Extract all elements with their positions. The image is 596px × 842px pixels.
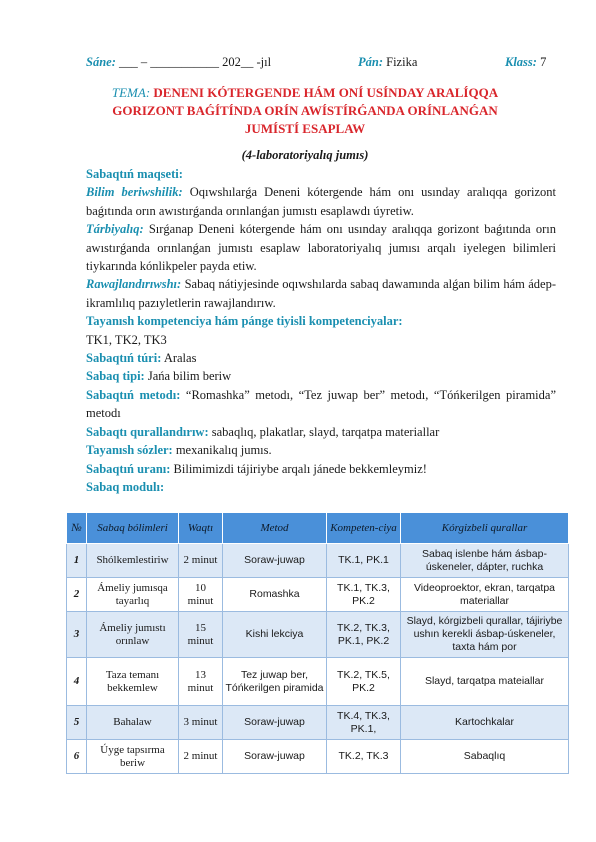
table-row bbox=[67, 706, 569, 740]
method-label: Sabaqtıń metodı: bbox=[86, 387, 181, 402]
class-label: Klass: bbox=[505, 55, 537, 69]
row-section: Shólkemlestiriw bbox=[87, 544, 179, 578]
row-materials: Slayd, kórgizbeli qurallar, tájiriybe ushın kerekli ásbap-úskeneler, taxta hám por bbox=[401, 612, 569, 658]
lesson-kind-label: Sabaq tipi: bbox=[86, 369, 145, 384]
date-value: ___ – ___________ 202__ -jıl bbox=[119, 55, 272, 69]
row-competency: TK.2, TK.3 bbox=[327, 740, 401, 774]
keywords-label: Tayanısh sózler: bbox=[86, 443, 173, 458]
subject-value: Fizika bbox=[386, 55, 418, 69]
table-header-row bbox=[67, 513, 569, 544]
row-time: 10 minut bbox=[179, 578, 223, 612]
edu-text: Oqıwshılarǵa Deneni kótergende hám onı usınday aralıqqa gorizont baǵıtında orın awıstırǵanda orınlanǵan jumıstı esaplawdı úyretiw. bbox=[86, 185, 556, 218]
row-section: Taza temanı bekkemlew bbox=[87, 658, 179, 706]
row-competency: TK.4, TK.3, PK.1, bbox=[327, 706, 401, 740]
row-method: Tez juwap ber, Tóńkerilgen piramida bbox=[223, 658, 327, 706]
lesson-subtitle: (4-laboratoriyalıq jumıs) bbox=[241, 148, 369, 162]
row-number: 1 bbox=[67, 544, 87, 578]
col-header-method: Metod bbox=[223, 513, 327, 544]
table-row bbox=[67, 578, 569, 612]
equipment-value: sabaqlıq, plakatlar, slayd, tarqatpa materiallar bbox=[211, 424, 440, 439]
upbringing-label: Tárbiyalıq: bbox=[86, 222, 144, 237]
table-row bbox=[67, 740, 569, 774]
competency-heading: Tayanısh kompetenciya hám pánge tiyisli kompetenciyalar: bbox=[86, 314, 403, 329]
table-row bbox=[67, 544, 569, 578]
row-method: Romashka bbox=[223, 578, 327, 612]
method-value: “Romashka” metodı, “Tez juwap ber” metodı, “Tóńkerilgen piramida” metodı bbox=[86, 387, 556, 421]
subject-label: Pán: bbox=[358, 55, 383, 69]
subject-field bbox=[358, 55, 417, 70]
table-row bbox=[67, 612, 569, 658]
row-time: 15 minut bbox=[179, 612, 223, 658]
date-label: Sáne: bbox=[86, 55, 116, 69]
row-competency: TK.1, TK.3, PK.2 bbox=[327, 578, 401, 612]
upbringing-text: Sırǵanap Deneni kótergende hám onı usınday aralıqqa gorizont baǵıtında orın awıstırǵanda orınlanǵan jumıstı esaplaw laboratoriyalıq jumısı arqalı iyelegen bilimleri tiykarında kónlikpeler payda etiw. bbox=[86, 222, 557, 274]
row-method: Soraw-juwap bbox=[223, 544, 327, 578]
row-time: 3 minut bbox=[179, 706, 223, 740]
row-number: 4 bbox=[67, 658, 87, 706]
title-line-3: JUMÍSTÍ ESAPLAW bbox=[244, 121, 366, 136]
row-section: Ámeliy jumısqa tayarlıq bbox=[87, 578, 179, 612]
row-number: 3 bbox=[67, 612, 87, 658]
row-competency: TK.2, TK.3, PK.1, PK.2 bbox=[327, 612, 401, 658]
lesson-title bbox=[80, 84, 530, 138]
module-heading: Sabaq modulı: bbox=[86, 479, 165, 494]
row-method: Kishi lekciya bbox=[223, 612, 327, 658]
lesson-type-value: Aralas bbox=[163, 351, 197, 366]
row-materials: Sabaq islenbe hám ásbap-úskeneler, dápter, ruchka bbox=[401, 544, 569, 578]
table-row bbox=[67, 658, 569, 706]
col-header-section: Sabaq bólimleri bbox=[87, 513, 179, 544]
class-value: 7 bbox=[540, 55, 547, 69]
lesson-type-label: Sabaqtıń túri: bbox=[86, 351, 162, 366]
row-number: 5 bbox=[67, 706, 87, 740]
development-text: Sabaq nátiyjesinde oqıwshılarda sabaq dawamında alǵan bilim hám ádep-ikramlılıq pazıyletlerin rawajlandırıw. bbox=[86, 277, 556, 310]
title-line-1: DENENI KÓTERGENDE HÁM ONÍ USÍNDAY ARALÍQQA bbox=[153, 85, 499, 100]
col-header-materials: Kórgizbeli qurallar bbox=[401, 513, 569, 544]
row-materials: Sabaqlıq bbox=[401, 740, 569, 774]
row-time: 13 minut bbox=[179, 658, 223, 706]
row-competency: TK.2, TK.5, PK.2 bbox=[327, 658, 401, 706]
row-time: 2 minut bbox=[179, 740, 223, 774]
edu-label: Bilim beriwshilik: bbox=[86, 185, 183, 200]
row-section: Bahalaw bbox=[87, 706, 179, 740]
row-method: Soraw-juwap bbox=[223, 706, 327, 740]
goals-heading: Sabaqtıń maqseti: bbox=[86, 167, 183, 181]
motto-label: Sabaqtıń uranı: bbox=[86, 461, 171, 476]
col-header-competency: Kompeten-ciya bbox=[327, 513, 401, 544]
row-section: Ámeliy jumıstı orınlaw bbox=[87, 612, 179, 658]
col-header-time: Waqtı bbox=[179, 513, 223, 544]
class-field bbox=[505, 55, 546, 70]
col-header-number: № bbox=[67, 513, 87, 544]
development-label: Rawajlandırıwshı: bbox=[86, 277, 182, 292]
row-materials: Videoproektor, ekran, tarqatpa materiallar bbox=[401, 578, 569, 612]
title-line-2: GORIZONT BAǴÍTÍNDA ORÍN AWÍSTÍRǴANDA ORÍNLANǴAN bbox=[112, 103, 498, 118]
keywords-value: mexanikalıq jumıs. bbox=[175, 443, 272, 458]
equipment-label: Sabaqtı qurallandırıw: bbox=[86, 424, 209, 439]
row-number: 6 bbox=[67, 740, 87, 774]
meta-line bbox=[86, 55, 556, 70]
row-method: Soraw-juwap bbox=[223, 740, 327, 774]
competency-value: TK1, TK2, TK3 bbox=[86, 332, 167, 347]
lesson-module-table bbox=[66, 512, 569, 774]
lesson-body bbox=[86, 165, 556, 496]
lesson-kind-value: Jańa bilim beriw bbox=[147, 369, 232, 384]
row-time: 2 minut bbox=[179, 544, 223, 578]
row-section: Úyge tapsırma beriw bbox=[87, 740, 179, 774]
row-competency: TK.1, PK.1 bbox=[327, 544, 401, 578]
row-number: 2 bbox=[67, 578, 87, 612]
row-materials: Slayd, tarqatpa mateiallar bbox=[401, 658, 569, 706]
tema-label: TEMA: bbox=[111, 85, 151, 100]
motto-value: Bilimimizdi tájiriybe arqalı jánede bekkemleymiz! bbox=[173, 461, 427, 476]
row-materials: Kartochkalar bbox=[401, 706, 569, 740]
